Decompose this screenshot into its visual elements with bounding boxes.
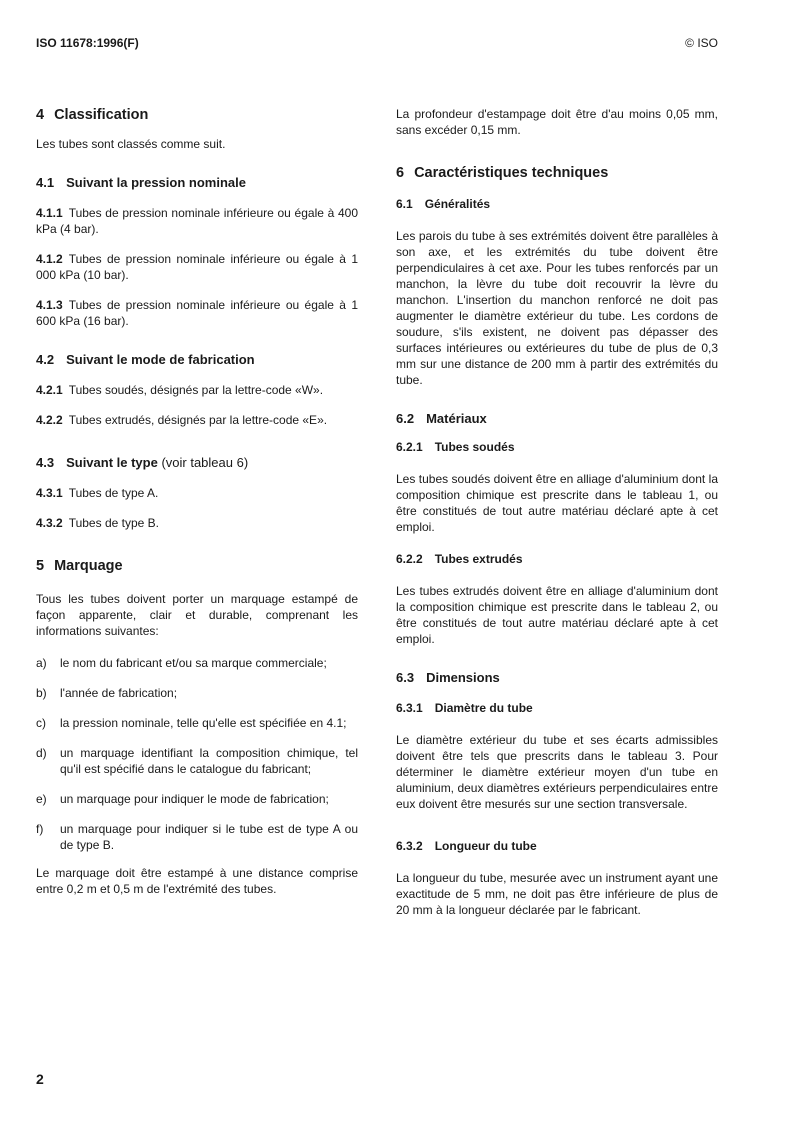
section-6-2-2-text: Les tubes extrudés doivent être en alliage d'aluminium dont la composition chimique est prescrite dans le tableau 2, ou être constitués de tout autre matériau déclaré apte à cet emploi. xyxy=(396,584,718,646)
paragraph-4-1-2: 4.1.2 Tubes de pression nominale inférieure ou égale à 1 000 kPa (10 bar). xyxy=(36,252,358,282)
left-column xyxy=(36,106,358,897)
section-4-1-heading: 4.1 Suivant la pression nominale xyxy=(36,175,246,190)
right-column xyxy=(396,106,718,918)
section-6-3-1-heading: 6.3.1 Diamètre du tube xyxy=(396,701,533,715)
page-number: 2 xyxy=(36,1071,44,1087)
paragraph-4-2-1: 4.2.1 Tubes soudés, désignés par la lettre-code «W». xyxy=(36,383,324,397)
section-4-intro: Les tubes sont classés comme suit. xyxy=(36,137,226,151)
standard-id: ISO 11678:1996(F) xyxy=(36,36,139,50)
section-5-heading: 5 Marquage xyxy=(36,558,123,574)
section-6-2-1-heading: 6.2.1 Tubes soudés xyxy=(396,440,515,454)
paragraph-4-3-1: 4.3.1 Tubes de type A. xyxy=(36,486,159,500)
continued-paragraph: La profondeur d'estampage doit être d'au moins 0,05 mm, sans excéder 0,15 mm. xyxy=(396,107,718,137)
section-6-2-1-text: Les tubes soudés doivent être en alliage d'aluminium dont la composition chimique est prescrite dans le tableau 1, ou être constitués de tout autre matériau déclaré apte à cet emploi. xyxy=(396,472,718,534)
paragraph-4-1-3: 4.1.3 Tubes de pression nominale inférieure ou égale à 1 600 kPa (16 bar). xyxy=(36,298,358,328)
list-item: a) le nom du fabricant et/ou sa marque commerciale; xyxy=(36,656,327,670)
paragraph-4-1-1: 4.1.1 Tubes de pression nominale inférieure ou égale à 400 kPa (4 bar). xyxy=(36,206,358,236)
list-item: b) l'année de fabrication; xyxy=(36,686,178,700)
copyright: © ISO xyxy=(685,36,718,50)
list-item: e) un marquage pour indiquer le mode de fabrication; xyxy=(36,792,329,806)
paragraph-4-2-2: 4.2.2 Tubes extrudés, désignés par la lettre-code «E». xyxy=(36,413,328,427)
section-4-2-heading: 4.2 Suivant le mode de fabrication xyxy=(36,352,255,367)
section-6-3-heading: 6.3 Dimensions xyxy=(396,670,500,685)
list-item: c) la pression nominale, telle qu'elle est spécifiée en 4.1; xyxy=(36,716,347,730)
section-6-2-2-heading: 6.2.2 Tubes extrudés xyxy=(396,552,523,566)
section-6-1-text: Les parois du tube à ses extrémités doivent être parallèles à son axe, et les extrémités du tube doivent être perpendiculaires à cet axe. Pour les tubes renforcés par un manchon, la lèvre du tube doit recouvrir la lèvre du manchon. L'insertion du manchon renforcé ne doit pas augmenter le diamètre extérieur du tube. Les cordons de soudure, s'ils existent, ne doivent pas dépasser des surfaces intérieures ou extérieures du tube de plus de 0,3 mm sur une distance de 200 mm à partir des extrémités du tube. xyxy=(396,229,718,387)
paragraph-4-3-2: 4.3.2 Tubes de type B. xyxy=(36,516,159,530)
list-item: d) un marquage identifiant la composition chimique, tel qu'il est spécifié dans le catalogue du fabricant; xyxy=(36,746,358,776)
section-4-3-heading: 4.3 Suivant le type (voir tableau 6) xyxy=(36,455,249,470)
section-6-3-2-text: La longueur du tube, mesurée avec un instrument ayant une exactitude de 5 mm, ne doit pas être inférieure de plus de 20 mm à la longueur déclarée par le fabricant. xyxy=(396,871,718,917)
section-6-1-heading: 6.1 Généralités xyxy=(396,197,491,211)
section-6-heading: 6 Caractéristiques techniques xyxy=(396,165,609,181)
list-item: f) un marquage pour indiquer si le tube est de type A ou de type B. xyxy=(36,822,358,852)
section-5-intro: Tous les tubes doivent porter un marquage estampé de façon apparente, clair et durable, comprenant les informations suivantes: xyxy=(36,592,358,638)
section-6-2-heading: 6.2 Matériaux xyxy=(396,411,487,426)
section-6-3-1-text: Le diamètre extérieur du tube et ses écarts admissibles doivent être tels que prescrits dans le tableau 3. Pour déterminer le diamètre extérieur moyen d'un tube en aluminium, deux diamètres extérieurs perpendiculaires entre eux doivent être mesurés sur une section transversale. xyxy=(396,733,718,811)
section-5-outro: Le marquage doit être estampé à une distance comprise entre 0,2 m et 0,5 m de l'extrémité des tubes. xyxy=(36,866,358,896)
section-4-heading: 4 Classification xyxy=(36,107,149,123)
section-6-3-2-heading: 6.3.2 Longueur du tube xyxy=(396,839,537,853)
